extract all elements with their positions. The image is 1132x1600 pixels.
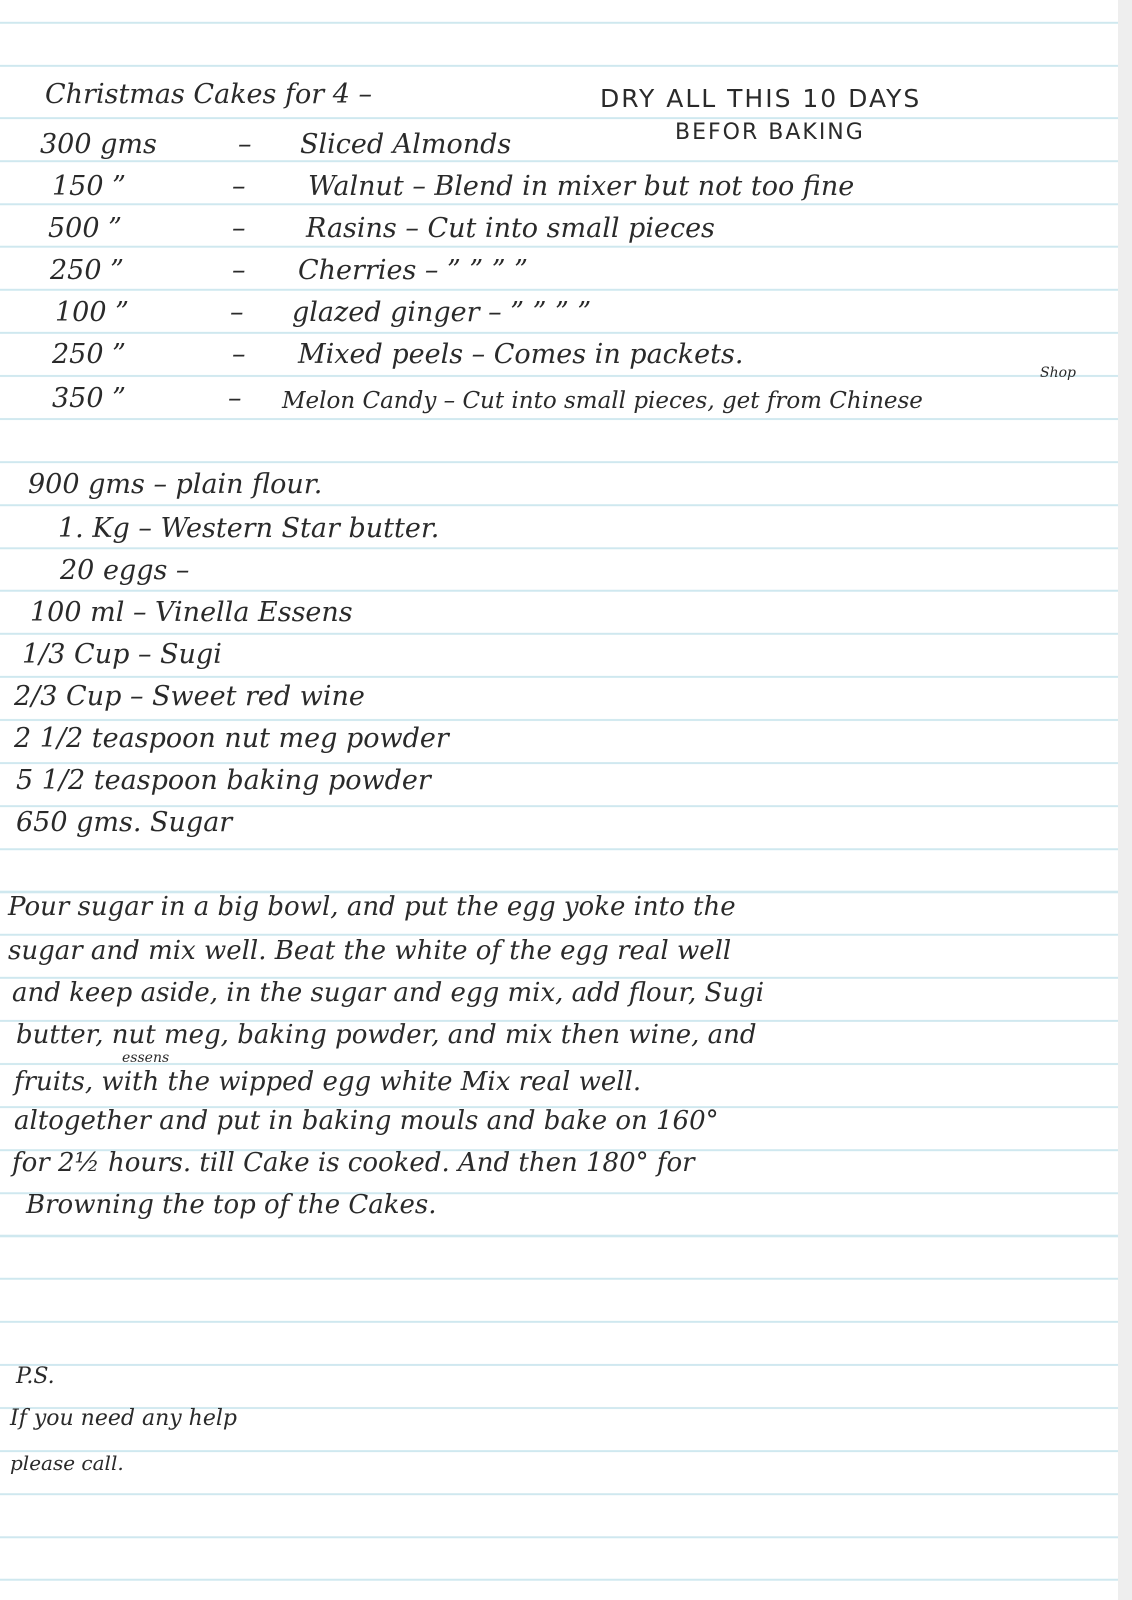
list-item-name: Melon Candy – Cut into small pieces, get from Chinese <box>282 388 923 414</box>
list-item-dash: – <box>232 213 246 244</box>
method-line: butter, nut meg, baking powder, and mix then wine, and <box>16 1020 757 1050</box>
list-item-name: Walnut – Blend in mixer but not too fine <box>308 171 855 202</box>
list-item: 100 ml – Vinella Essens <box>30 597 353 628</box>
shop-note: Shop <box>1040 365 1076 381</box>
method-line: fruits, with the wipped egg white Mix real well. <box>14 1067 642 1097</box>
method-insert: essens <box>122 1050 170 1066</box>
ps-line: please call. <box>10 1451 124 1475</box>
list-item-dash: – <box>232 171 246 202</box>
list-item-dash: – <box>230 297 244 328</box>
list-item-qty: 350 ” <box>52 383 126 414</box>
list-item: 2 1/2 teaspoon nut meg powder <box>14 723 449 754</box>
list-item-name: Mixed peels – Comes in packets. <box>298 339 744 370</box>
list-item-dash: – <box>238 129 252 160</box>
list-item: 2/3 Cup – Sweet red wine <box>14 681 365 712</box>
list-item: 1. Kg – Western Star butter. <box>58 513 440 544</box>
drying-note-continued: BEFOR BAKING <box>675 120 865 145</box>
list-item-dash: – <box>228 383 242 414</box>
page-edge <box>1118 0 1132 1600</box>
list-item-name: Cherries – ” ” ” ” <box>298 255 528 286</box>
list-item: 650 gms. Sugar <box>16 807 233 838</box>
list-item-qty: 100 ” <box>55 297 129 328</box>
list-item-qty: 250 ” <box>52 339 126 370</box>
list-item-qty: 300 gms <box>40 129 157 160</box>
method-line: Browning the top of the Cakes. <box>26 1190 437 1220</box>
list-item-name: Sliced Almonds <box>300 129 512 160</box>
list-item-dash: – <box>232 255 246 286</box>
method-line: and keep aside, in the sugar and egg mix, add flour, Sugi <box>12 978 765 1008</box>
recipe-title: Christmas Cakes for 4 – <box>45 79 372 110</box>
list-item-qty: 250 ” <box>50 255 124 286</box>
method-line: altogether and put in baking mouls and bake on 160° <box>14 1106 719 1136</box>
ps-label: P.S. <box>16 1364 55 1389</box>
list-item-name: Rasins – Cut into small pieces <box>306 213 715 244</box>
list-item: 1/3 Cup – Sugi <box>22 639 222 670</box>
list-item-qty: 500 ” <box>48 213 122 244</box>
method-line: for 2½ hours. till Cake is cooked. And then 180° for <box>12 1148 695 1178</box>
list-item-name: glazed ginger – ” ” ” ” <box>292 297 592 328</box>
list-item: 900 gms – plain flour. <box>28 469 323 500</box>
method-line: sugar and mix well. Beat the white of the egg real well <box>8 936 732 966</box>
list-item: 20 eggs – <box>60 555 190 586</box>
list-item: 5 1/2 teaspoon baking powder <box>16 765 431 796</box>
ps-line: If you need any help <box>10 1406 237 1431</box>
list-item-dash: – <box>232 339 246 370</box>
method-line: Pour sugar in a big bowl, and put the egg yoke into the <box>8 892 736 922</box>
drying-note: DRY ALL THIS 10 DAYS <box>600 84 922 113</box>
list-item-qty: 150 ” <box>52 171 126 202</box>
